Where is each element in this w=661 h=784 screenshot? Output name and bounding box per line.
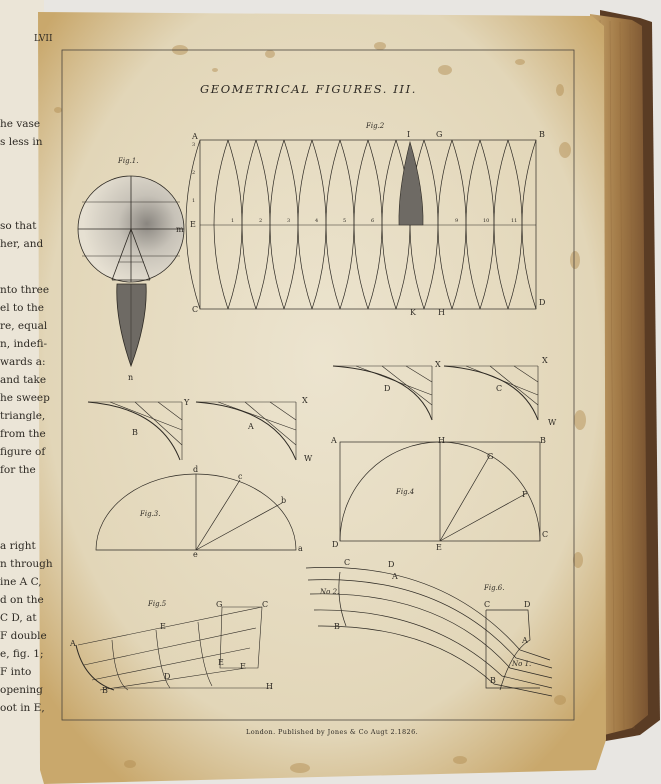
left-line: from the <box>0 428 46 440</box>
left-line: ine A C, <box>0 576 42 588</box>
label-d: d <box>193 465 199 474</box>
label-W: W <box>304 454 313 463</box>
label-A-fig4: A <box>331 436 337 445</box>
label-F-fig5: F <box>240 662 246 671</box>
left-line: figure of <box>0 446 46 458</box>
plate-page <box>38 12 606 784</box>
fig5-caption: Fig.5 <box>148 600 167 608</box>
svg-text:9: 9 <box>455 218 459 224</box>
label-C-fig5: C <box>262 600 269 609</box>
left-line: el to the <box>0 302 44 314</box>
label-m: m <box>176 225 184 234</box>
publication-line: London. Published by Jones & Co Augt 2.1826. <box>246 728 419 736</box>
left-line: her, and <box>0 238 44 250</box>
label-G: G <box>436 130 443 139</box>
label-C-fig6: C <box>344 558 351 567</box>
label-A-fig6: A <box>392 572 398 581</box>
svg-text:11: 11 <box>511 218 518 224</box>
left-line: re, equal <box>0 320 48 332</box>
label-X: X <box>302 396 308 405</box>
label-F-fig4: F <box>522 490 528 499</box>
label-A: A <box>192 132 198 141</box>
label-E-fig4: E <box>436 543 442 552</box>
label-B-fig4: B <box>540 436 546 445</box>
left-line: so that <box>0 220 37 232</box>
label-C-fig4: C <box>542 530 549 539</box>
left-line: e, fig. 1; <box>0 648 44 660</box>
label-I: I <box>407 130 411 139</box>
label-Y: Y <box>184 398 190 407</box>
label-D-fig6b: D <box>524 600 531 609</box>
label-X-3: X <box>542 356 548 365</box>
fig6-caption: Fig.6. <box>484 584 505 592</box>
left-line: F into <box>0 666 32 678</box>
left-line: n, indefi- <box>0 338 48 350</box>
label-D-fig4: D <box>332 540 339 549</box>
svg-text:3: 3 <box>287 218 291 224</box>
label-H-fig4: H <box>438 436 445 445</box>
svg-text:5: 5 <box>343 218 347 224</box>
label-E-fig5: E <box>160 622 166 631</box>
left-line: and take <box>0 374 47 386</box>
svg-text:10: 10 <box>483 218 490 224</box>
label-D-fig6: D <box>388 560 395 569</box>
no1-caption: No 1. <box>512 660 532 668</box>
label-b: b <box>281 496 287 505</box>
left-line: d on the <box>0 594 44 606</box>
left-line: C D, at <box>0 612 37 624</box>
left-line: he sweep <box>0 392 50 404</box>
label-H-fig5: H <box>266 682 273 691</box>
svg-text:2: 2 <box>259 218 263 224</box>
svg-text:1: 1 <box>192 198 196 204</box>
left-line: opening <box>0 684 43 696</box>
fig1-globe <box>78 176 184 282</box>
fig3-caption: Fig.3. <box>140 510 161 518</box>
left-line: nto three <box>0 284 50 296</box>
label-n: n <box>128 373 134 382</box>
svg-text:3: 3 <box>192 142 196 148</box>
label-D-fig5: D <box>164 672 171 681</box>
svg-text:6: 6 <box>371 218 375 224</box>
label-D: D <box>539 298 546 307</box>
left-line: triangle, <box>0 410 46 422</box>
label-D-sweep: D <box>384 384 391 393</box>
label-B-sweep: B <box>132 428 138 437</box>
left-line: wards a: <box>0 356 46 368</box>
plate-title: GEOMETRICAL FIGURES. III. <box>200 82 417 96</box>
fig1-caption: Fig.1. <box>118 157 139 165</box>
plate-number: LVII <box>34 34 53 44</box>
label-X-2: X <box>435 360 441 369</box>
label-A-sweep: A <box>248 422 254 431</box>
left-line: n through <box>0 558 53 570</box>
label-H: H <box>438 308 445 317</box>
label-e: e <box>193 550 198 559</box>
left-line: F double <box>0 630 47 642</box>
svg-text:2: 2 <box>192 170 196 176</box>
svg-text:4: 4 <box>315 218 319 224</box>
label-B-fig6: B <box>490 676 496 685</box>
left-line: oot in E, <box>0 702 45 714</box>
label-B-fig6b: B <box>334 622 340 631</box>
no2-caption: No 2. <box>320 588 340 596</box>
label-C: C <box>192 305 199 314</box>
label-W-2: W <box>548 418 557 427</box>
label-K: K <box>410 308 416 317</box>
label-G-fig4: G <box>487 452 494 461</box>
label-A-fig5: A <box>70 639 76 648</box>
left-line: he vase <box>0 118 41 130</box>
fig2-caption: Fig.2 <box>366 122 385 130</box>
label-E: E <box>190 220 196 229</box>
label-a: a <box>298 544 303 553</box>
fig4-caption: Fig.4 <box>396 488 415 496</box>
label-G-fig5: G <box>216 600 223 609</box>
svg-text:1: 1 <box>231 218 235 224</box>
label-C-fig6b: C <box>484 600 491 609</box>
left-line: a right <box>0 540 36 552</box>
label-c: c <box>238 472 243 481</box>
label-C-sweep: C <box>496 384 503 393</box>
left-line: s less in <box>0 136 43 148</box>
label-A-fig6b: A <box>522 636 528 645</box>
label-B: B <box>539 130 545 139</box>
left-line: for the <box>0 464 36 476</box>
label-E-fig5b: E <box>218 658 224 667</box>
label-B-fig5: B <box>102 686 108 695</box>
